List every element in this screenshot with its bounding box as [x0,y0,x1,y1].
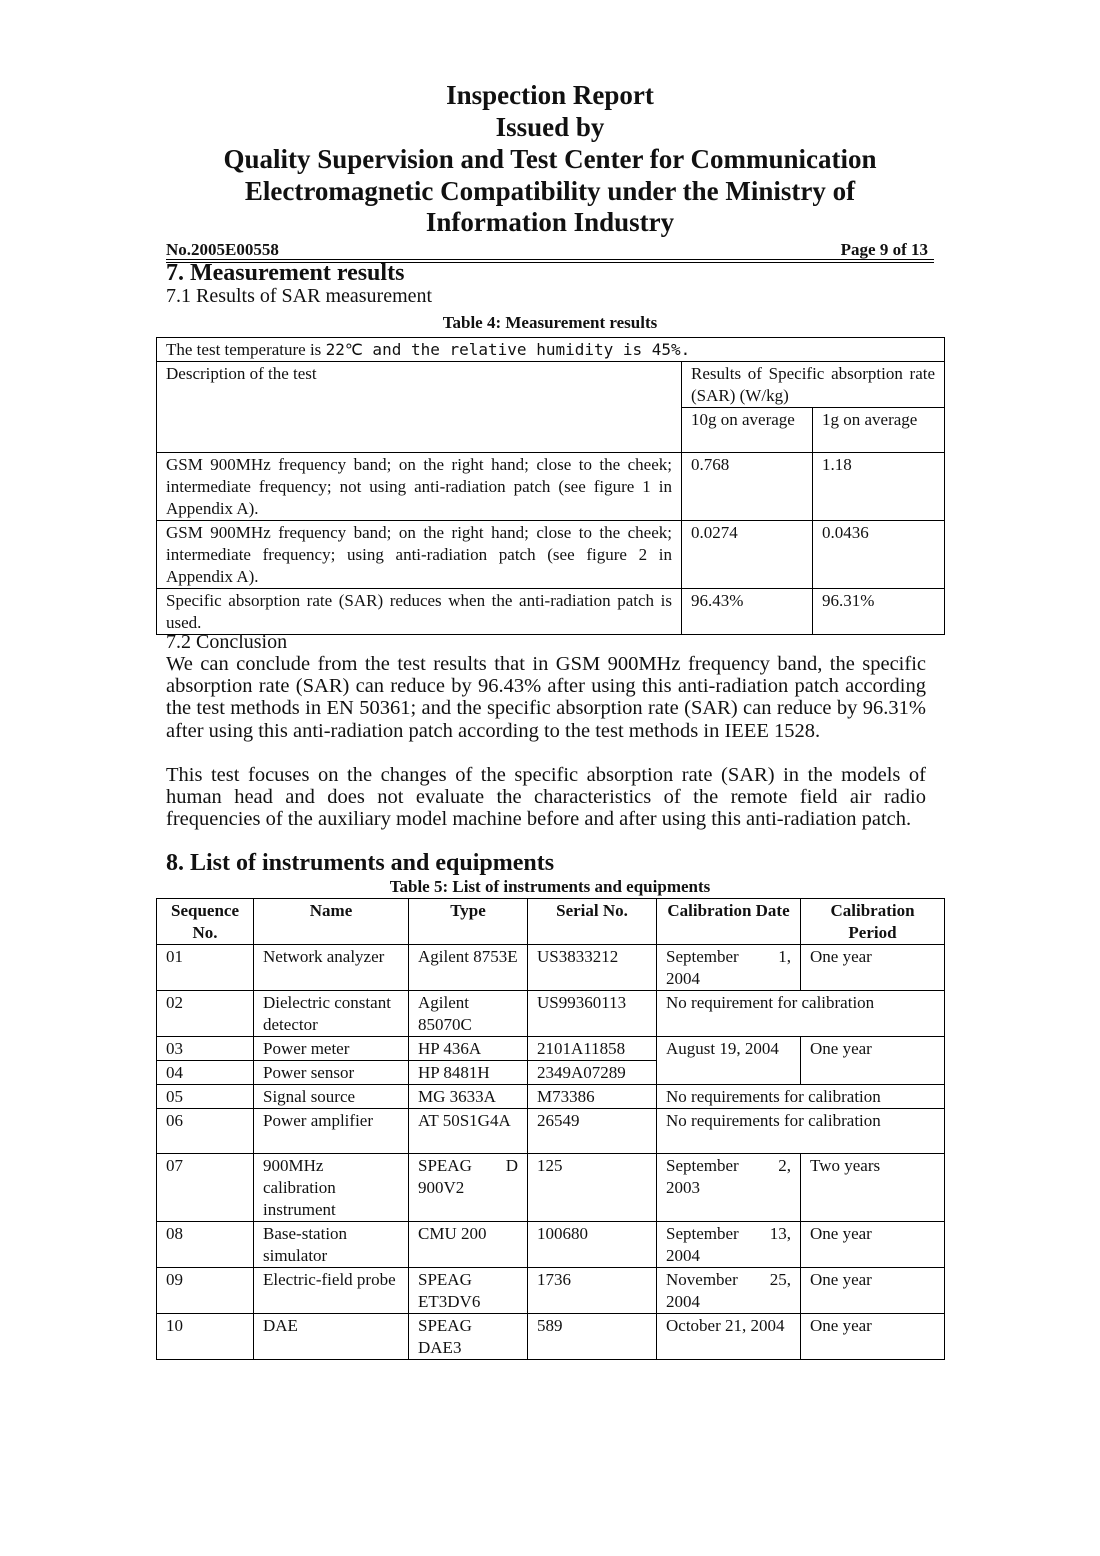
cell-seq: 07 [157,1154,254,1222]
row-description: GSM 900MHz frequency band; on the right hand; close to the cheek; intermediate frequency; not using anti-radiation patch (see figure 1 in Appendix A). [157,453,682,521]
row-description: Specific absorption rate (SAR) reduces when the anti-radiation patch is used. [157,589,682,635]
cell-name: Power amplifier [254,1109,409,1154]
cell-type: Agilent 85070C [409,991,528,1037]
cell-cal-period: One year [801,945,945,991]
table-4-measurement-results [156,337,945,635]
col-header-sar-results: Results of Specific absorption rate (SAR) (W/kg) [682,362,945,408]
issuer-line-2: Electromagnetic Compatibility under the Ministry of [244,176,856,206]
cell-name: DAE [254,1314,409,1360]
cell-cal-period: One year [801,1222,945,1268]
cell-seq: 10 [157,1314,254,1360]
cell-serial: US99360113 [528,991,657,1037]
cell-cal-date: September 1, 2004 [657,945,801,991]
cell-serial: 125 [528,1154,657,1222]
table-row [157,1037,945,1061]
cell-serial: 1736 [528,1268,657,1314]
cell-type: CMU 200 [409,1222,528,1268]
cell-serial: 2101A11858 [528,1037,657,1061]
cell-cal-date: September 2, 2003 [657,1154,801,1222]
table-row [157,1222,945,1268]
col-header-calibration-date: Calibration Date [657,899,801,945]
table-row [157,521,945,589]
cell-name: Power meter [254,1037,409,1061]
row-10g-value: 96.43% [682,589,813,635]
cell-seq: 06 [157,1109,254,1154]
col-header-calibration-period: Calibration Period [801,899,945,945]
table-row [157,1085,945,1109]
cell-seq: 09 [157,1268,254,1314]
col-header-serial: Serial No. [528,899,657,945]
cell-seq: 05 [157,1085,254,1109]
section-7-1-heading: 7.1 Results of SAR measurement [166,285,433,307]
col-header-1g: 1g on average [813,408,945,453]
cell-name: Signal source [254,1085,409,1109]
cell-seq: 01 [157,945,254,991]
table-5-caption: Table 5: List of instruments and equipments [389,877,711,896]
report-header-row [166,240,934,260]
issuer-line-1: Quality Supervision and Test Center for Communication [223,144,877,174]
cell-type: SPEAG DAE3 [409,1314,528,1360]
cell-serial: 26549 [528,1109,657,1154]
section-8-heading: 8. List of instruments and equipments [166,850,555,876]
table-4-conditions-row [157,338,945,362]
report-title: Inspection Report [446,80,654,110]
report-number: No.2005E00558 [166,240,279,259]
cell-name: Base-station simulator [254,1222,409,1268]
cell-type: SPEAG ET3DV6 [409,1268,528,1314]
cell-seq: 08 [157,1222,254,1268]
section-7-heading: 7. Measurement results [166,260,405,286]
table-row [157,453,945,521]
table-5-header-row [157,899,945,945]
col-header-10g: 10g on average [682,408,813,453]
report-issued-by: Issued by [495,112,605,142]
cell-type: AT 50S1G4A [409,1109,528,1154]
cell-name: Electric-field probe [254,1268,409,1314]
cell-seq: 03 [157,1037,254,1061]
col-header-description: Description of the test [157,362,682,453]
cell-type: HP 8481H [409,1061,528,1085]
cell-cal-period: One year [801,1268,945,1314]
table-row [157,589,945,635]
cell-cal-period: One year [801,1314,945,1360]
table-row [157,1109,945,1154]
cell-cal-period: One year [801,1037,945,1085]
cell-serial: M73386 [528,1085,657,1109]
cell-name: Power sensor [254,1061,409,1085]
cell-seq: 04 [157,1061,254,1085]
col-header-name: Name [254,899,409,945]
table-4-conditions-cell [157,338,945,362]
cell-calibration-note: No requirements for calibration [657,1085,945,1109]
cell-cal-period: Two years [801,1154,945,1222]
cell-cal-date: September 13, 2004 [657,1222,801,1268]
cell-type: MG 3633A [409,1085,528,1109]
cell-serial: US3833212 [528,945,657,991]
cell-name: 900MHz calibration instrument [254,1154,409,1222]
row-1g-value: 96.31% [813,589,945,635]
conclusion-paragraph-2: This test focuses on the changes of the specific absorption rate (SAR) in the models of human head and does not evaluate the characteristics of the remote field air radio frequencies of the auxiliary model machine before and after using this anti-radiation patch. [166,764,926,831]
cell-calibration-note: No requirement for calibration [657,991,945,1037]
cell-seq: 02 [157,991,254,1037]
table-4-caption: Table 4: Measurement results [442,313,658,332]
table-5-instruments [156,898,945,1360]
cell-serial: 589 [528,1314,657,1360]
cell-type: HP 436A [409,1037,528,1061]
col-header-sequence: Sequence No. [157,899,254,945]
cell-serial: 2349A07289 [528,1061,657,1085]
row-1g-value: 1.18 [813,453,945,521]
cell-type: SPEAG D 900V2 [409,1154,528,1222]
cell-name: Network analyzer [254,945,409,991]
cell-type: Agilent 8753E [409,945,528,991]
conclusion-paragraph-1: We can conclude from the test results that in GSM 900MHz frequency band, the specific absorption rate (SAR) can reduce by 96.43% after using this anti-radiation patch according the test methods in EN 50361; and the specific absorption rate (SAR) can reduce by 96.31% after using this anti-radiation patch according to the test methods in IEEE 1528. [166,653,926,742]
issuer-line-3: Information Industry [425,207,675,237]
cell-name: Dielectric constant detector [254,991,409,1037]
table-row [157,945,945,991]
table-row [157,1268,945,1314]
table-row [157,1154,945,1222]
section-7-2-heading: 7.2 Conclusion [166,631,288,653]
row-10g-value: 0.0274 [682,521,813,589]
page-number: Page 9 of 13 [840,240,928,259]
table-row [157,991,945,1037]
conditions-values: 22℃ and the relative humidity is 45%. [325,340,691,359]
table-row [157,1314,945,1360]
row-10g-value: 0.768 [682,453,813,521]
cell-cal-date: October 21, 2004 [657,1314,801,1360]
cell-serial: 100680 [528,1222,657,1268]
col-header-type: Type [409,899,528,945]
conditions-prefix: The test temperature is [166,340,326,359]
row-1g-value: 0.0436 [813,521,945,589]
cell-cal-date: August 19, 2004 [657,1037,801,1085]
row-description: GSM 900MHz frequency band; on the right hand; close to the cheek; intermediate frequency; using anti-radiation patch (see figure 2 in Appendix A). [157,521,682,589]
cell-calibration-note: No requirements for calibration [657,1109,945,1154]
cell-cal-date: November 25, 2004 [657,1268,801,1314]
